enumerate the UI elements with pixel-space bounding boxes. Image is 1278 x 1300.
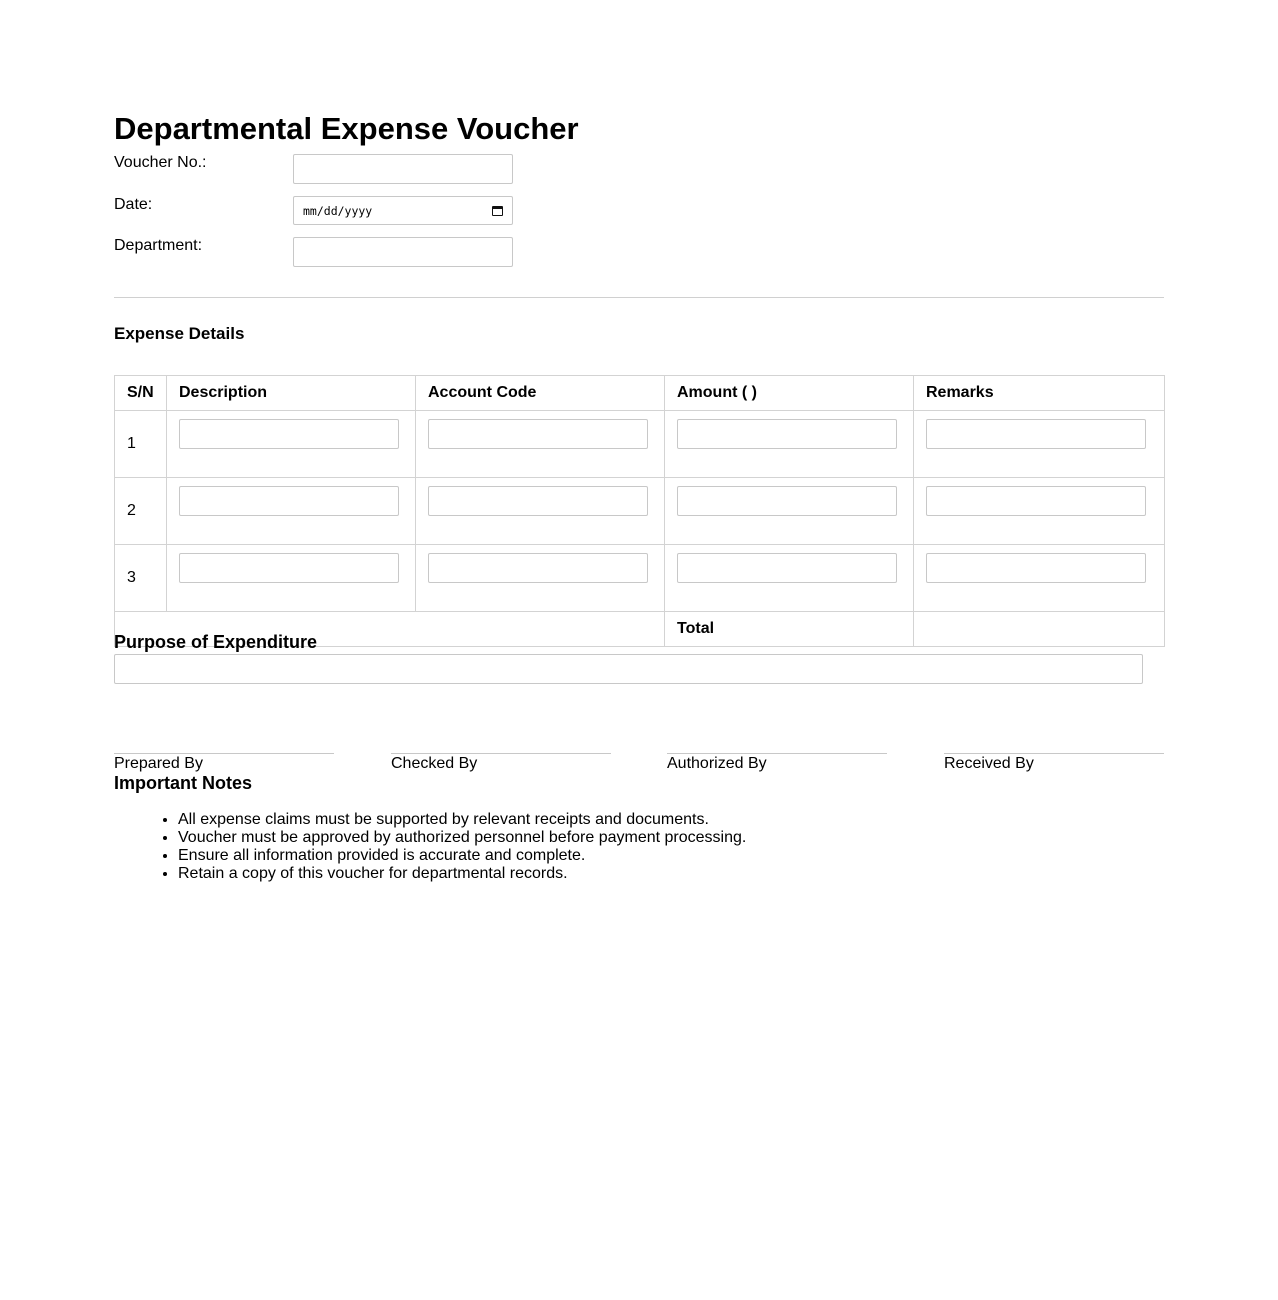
remarks-input[interactable] xyxy=(926,419,1146,449)
date-label: Date: xyxy=(114,196,153,213)
description-cell xyxy=(167,478,416,545)
purpose-input[interactable] xyxy=(114,654,1143,684)
row-sn: 1 xyxy=(115,411,167,478)
remarks-cell xyxy=(914,545,1165,612)
remarks-cell xyxy=(914,411,1165,478)
amount-cell xyxy=(665,478,914,545)
list-item: • Retain a copy of this voucher for departmental records. xyxy=(178,865,746,883)
account-code-input[interactable] xyxy=(428,419,648,449)
section-divider xyxy=(114,297,1164,298)
row-sn: 3 xyxy=(115,545,167,612)
column-header-account-code: Account Code xyxy=(416,376,665,411)
description-input[interactable] xyxy=(179,486,399,516)
voucher-no-input[interactable] xyxy=(293,154,513,184)
important-notes-heading: Important Notes xyxy=(114,773,253,793)
description-cell xyxy=(167,545,416,612)
signature-authorized-by[interactable] xyxy=(667,753,887,773)
account-code-cell xyxy=(416,478,665,545)
table-header-row xyxy=(115,376,1165,411)
calendar-icon[interactable] xyxy=(492,206,503,216)
table-row xyxy=(115,545,1165,612)
account-code-cell xyxy=(416,545,665,612)
list-item: • Voucher must be approved by authorized personnel before payment processing. xyxy=(178,829,746,847)
list-item: • Ensure all information provided is accurate and complete. xyxy=(178,847,746,865)
total-label: Total xyxy=(665,612,914,647)
column-header-remarks: Remarks xyxy=(914,376,1165,411)
remarks-input[interactable] xyxy=(926,553,1146,583)
description-input[interactable] xyxy=(179,553,399,583)
signature-label: Received By xyxy=(944,755,1034,772)
account-code-input[interactable] xyxy=(428,486,648,516)
signature-prepared-by[interactable] xyxy=(114,753,334,773)
date-placeholder: mm/dd/yyyy xyxy=(303,203,373,218)
department-input[interactable] xyxy=(293,237,513,267)
date-input[interactable] xyxy=(293,196,513,225)
row-sn: 2 xyxy=(115,478,167,545)
table-row xyxy=(115,411,1165,478)
amount-input[interactable] xyxy=(677,486,897,516)
signature-label: Authorized By xyxy=(667,755,767,772)
account-code-input[interactable] xyxy=(428,553,648,583)
description-cell xyxy=(167,411,416,478)
amount-input[interactable] xyxy=(677,553,897,583)
expense-table xyxy=(114,375,1165,647)
account-code-cell xyxy=(416,411,665,478)
table-row xyxy=(115,478,1165,545)
signature-label: Prepared By xyxy=(114,755,203,772)
department-label: Department: xyxy=(114,237,203,254)
column-header-amount: Amount ( ) xyxy=(665,376,914,411)
amount-cell xyxy=(665,411,914,478)
expense-details-heading: Expense Details xyxy=(114,324,245,343)
amount-cell xyxy=(665,545,914,612)
remarks-input[interactable] xyxy=(926,486,1146,516)
amount-input[interactable] xyxy=(677,419,897,449)
voucher-no-label: Voucher No.: xyxy=(114,154,207,171)
signature-received-by[interactable] xyxy=(944,753,1164,773)
signature-checked-by[interactable] xyxy=(391,753,611,773)
column-header-description: Description xyxy=(167,376,416,411)
page-title: Departmental Expense Voucher xyxy=(114,111,579,146)
signature-label: Checked By xyxy=(391,755,478,772)
column-header-sn: S/N xyxy=(115,376,167,411)
list-item: • All expense claims must be supported by relevant receipts and documents. xyxy=(178,811,746,829)
total-value xyxy=(914,612,1165,647)
important-notes-list xyxy=(114,811,746,883)
purpose-heading: Purpose of Expenditure xyxy=(114,632,318,652)
description-input[interactable] xyxy=(179,419,399,449)
remarks-cell xyxy=(914,478,1165,545)
